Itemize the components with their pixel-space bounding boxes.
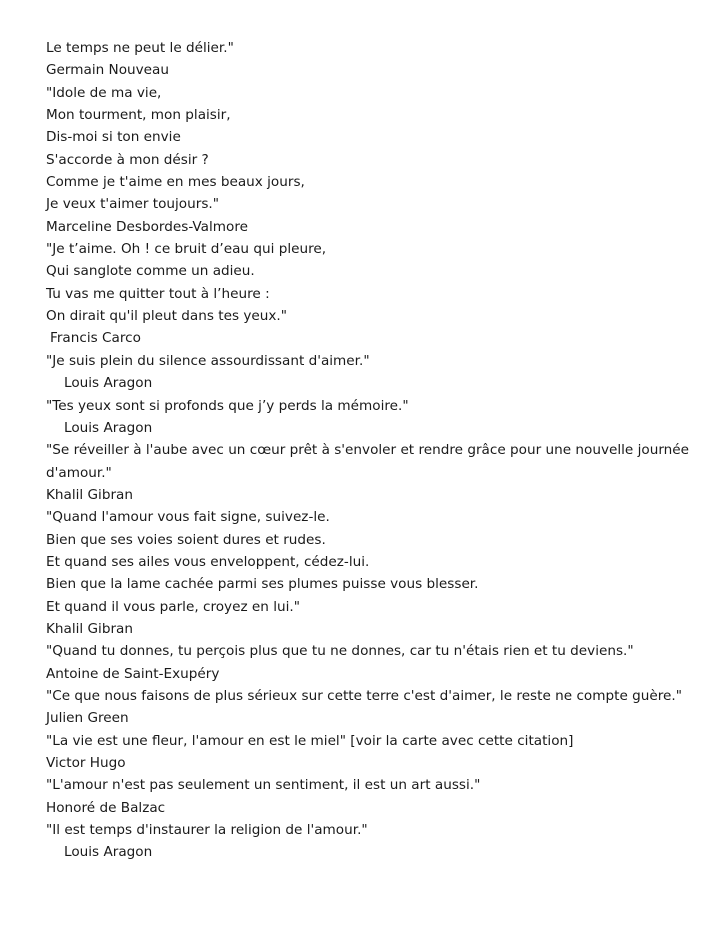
author-line: Honoré de Balzac <box>46 799 166 816</box>
quote-line: "Se réveiller à l'aube avec un cœur prêt à s'envoler et rendre grâce pour une nouvelle journée d'amour." <box>46 442 690 481</box>
author-line: Louis Aragon <box>64 844 153 861</box>
quote-line: S'accorde à mon désir ? <box>46 151 209 168</box>
quote-line: Bien que la lame cachée parmi ses plumes puisse vous blesser. <box>46 576 479 593</box>
author-line: Khalil Gibran <box>46 486 133 503</box>
quote-line: Et quand il vous parle, croyez en lui." <box>46 598 300 615</box>
quote-line: "Tes yeux sont si profonds que j’y perds la mémoire." <box>46 397 409 414</box>
quote-line: Bien que ses voies soient dures et rudes. <box>46 531 326 548</box>
quote-line: Dis-moi si ton envie <box>46 129 181 146</box>
quote-line: Comme je t'aime en mes beaux jours, <box>46 174 305 191</box>
author-line: Louis Aragon <box>64 419 153 436</box>
quote-line: On dirait qu'il pleut dans tes yeux." <box>46 308 287 325</box>
author-line: Julien Green <box>46 710 129 727</box>
quote-line: "Quand tu donnes, tu perçois plus que tu ne donnes, car tu n'étais rien et tu deviens." <box>46 643 634 660</box>
quote-line: "L'amour n'est pas seulement un sentiment, il est un art aussi." <box>46 777 481 794</box>
quote-line: "Je t’aime. Oh ! ce bruit d’eau qui pleure, <box>46 241 327 258</box>
author-line: Louis Aragon <box>64 375 153 392</box>
author-line: Khalil Gibran <box>46 620 133 637</box>
quote-line: Je veux t'aimer toujours." <box>46 196 219 213</box>
quote-line: Et quand ses ailes vous enveloppent, cédez-lui. <box>46 553 370 570</box>
quote-line: "Quand l'amour vous fait signe, suivez-le. <box>46 509 330 526</box>
quote-line: "Ce que nous faisons de plus sérieux sur cette terre c'est d'aimer, le reste ne compte guère." <box>46 687 682 704</box>
quote-line: Tu vas me quitter tout à l’heure : <box>46 285 270 302</box>
document-page <box>46 37 696 864</box>
author-line: Antoine de Saint-Exupéry <box>46 665 220 682</box>
quote-line: "La vie est une fleur, l'amour en est le miel" [voir la carte avec cette citation] <box>46 732 574 749</box>
author-line: Germain Nouveau <box>46 62 169 79</box>
quote-line: "Je suis plein du silence assourdissant d'aimer." <box>46 352 370 369</box>
author-line: Marceline Desbordes-Valmore <box>46 218 248 235</box>
author-line: Francis Carco <box>50 330 141 347</box>
author-line: Victor Hugo <box>46 755 126 771</box>
quote-line: "Idole de ma vie, <box>46 84 162 101</box>
quote-line: Qui sanglote comme un adieu. <box>46 263 255 280</box>
quote-line: Mon tourment, mon plaisir, <box>46 107 231 124</box>
quote-line: "Il est temps d'instaurer la religion de l'amour." <box>46 822 368 839</box>
quote-line: Le temps ne peut le délier." <box>46 40 234 56</box>
